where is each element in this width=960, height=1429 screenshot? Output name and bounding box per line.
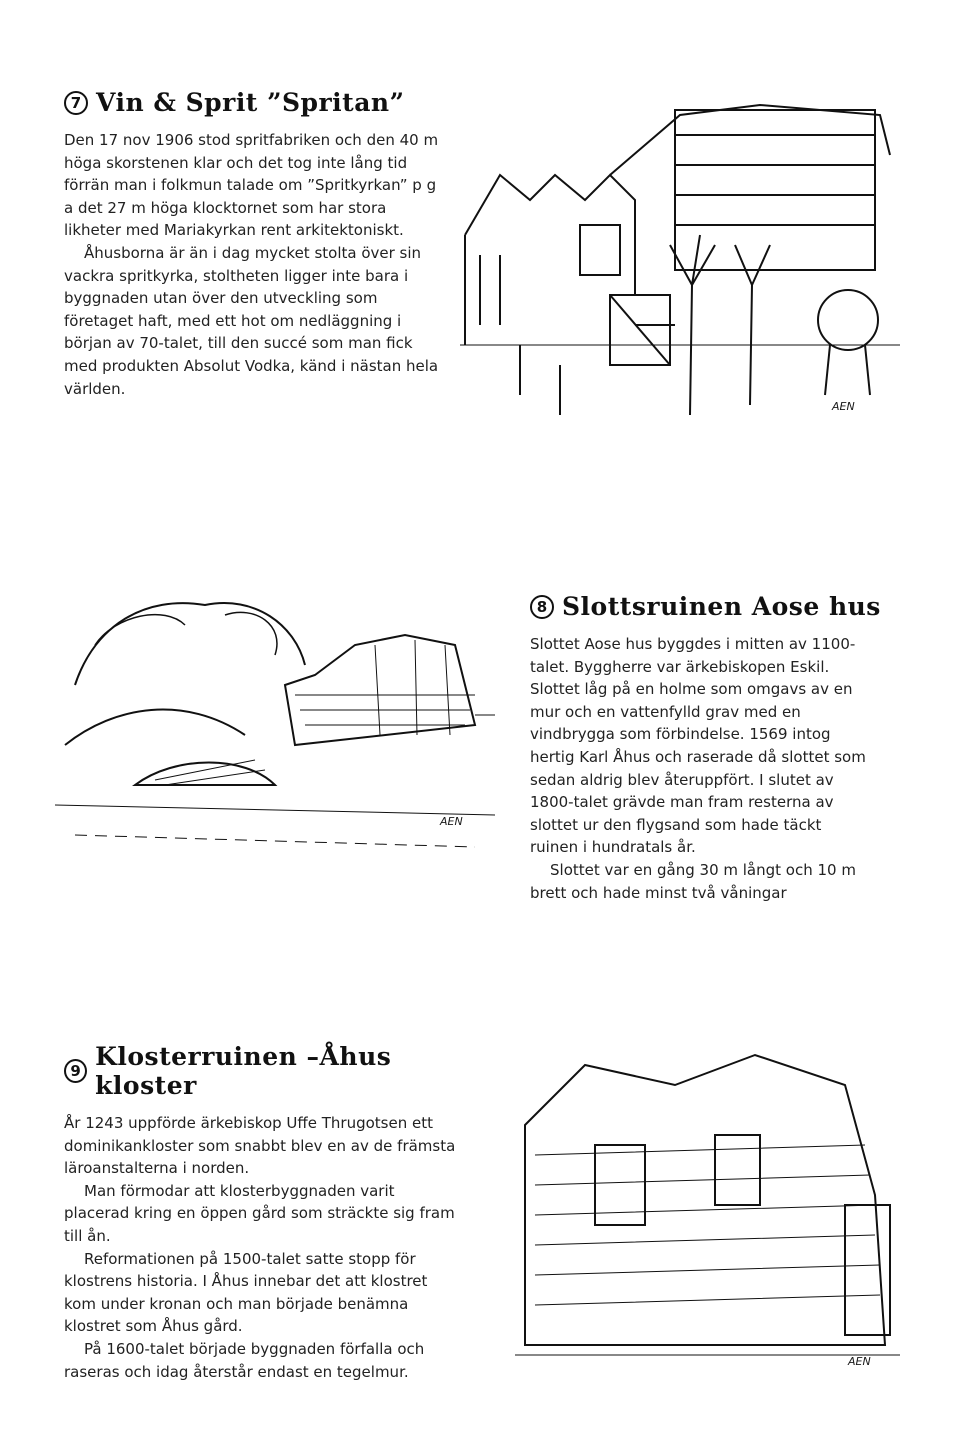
section-klosterruinen (64, 1042, 484, 1383)
sketch-monastery-wall (515, 1045, 900, 1375)
paragraph: Man förmodar att klosterbyggnaden varit placerad kring en öppen gård som sträckte sig fram till ån. (64, 1181, 455, 1245)
paragraph: Reformationen på 1500-talet satte stopp för klostrens historia. I Åhus innebar det att klostret kom under kronan och man började benämna klostret som Åhus gård. (64, 1249, 428, 1336)
section-vin-sprit (64, 88, 464, 400)
section-number-badge: 9 (64, 1059, 87, 1083)
paragraph: Slottet Aose hus byggdes i mitten av 1100-talet. Byggherre var ärkebiskopen Eskil. Slottet låg på en holme som omgavs av en mur och en vattenfylld grav med en vindbrygga som förbindelse. 1569 intog hertig Karl Åhus och raserade då slottet som sedan aldrig blev återuppfört. I slutet av 1800-talet grävde man fram resterna av slottet ur den flygsand som hade täckt ruinen i hundratals år. (530, 635, 866, 857)
section-title: Slottsruinen Aose hus (562, 592, 881, 621)
paragraph: Åhusborna är än i dag mycket stolta över sin vackra spritkyrka, stoltheten ligger inte bara i byggnaden utan över den utveckling som företaget haft, med ett hot om nedläggning i början av 70-talet, till den succé som man fick med produkten Absolut Vodka, känd i nästan hela världen. (64, 243, 439, 398)
section-body (530, 633, 870, 904)
sketch-castle-ruin (55, 585, 500, 860)
sketch-distillery (460, 95, 900, 440)
section-title: Vin & Sprit ”Spritan” (96, 88, 405, 117)
artist-signature: AEN (832, 400, 855, 413)
section-heading (64, 88, 464, 117)
paragraph: År 1243 uppförde ärkebiskop Uffe Thrugotsen ett dominikankloster som snabbt blev en av de främsta läroanstalterna i norden. (64, 1114, 456, 1178)
artist-signature: AEN (848, 1355, 871, 1368)
section-heading (530, 592, 930, 621)
paragraph: Slottet var en gång 30 m långt och 10 m brett och hade minst två våningar (530, 860, 856, 902)
paragraph: Den 17 nov 1906 stod spritfabriken och den 40 m höga skorstenen klar och det tog inte lång tid förrän man i folkmun talade om ”Spritkyrkan” p g a det 27 m höga klocktornet som har stora likheter med Mariakyrkan rent arkitektoniskt. (64, 131, 439, 240)
section-body (64, 1112, 459, 1383)
section-number-badge: 8 (530, 595, 554, 619)
section-body (64, 129, 444, 400)
paragraph: På 1600-talet började byggnaden förfalla och raseras och idag återstår endast en tegelmur. (64, 1339, 425, 1381)
section-title: Klosterruinen –Åhus kloster (95, 1042, 392, 1100)
section-heading (64, 1042, 484, 1100)
artist-signature: AEN (440, 815, 463, 828)
section-number-badge: 7 (64, 91, 88, 115)
section-slottsruinen (530, 592, 930, 904)
